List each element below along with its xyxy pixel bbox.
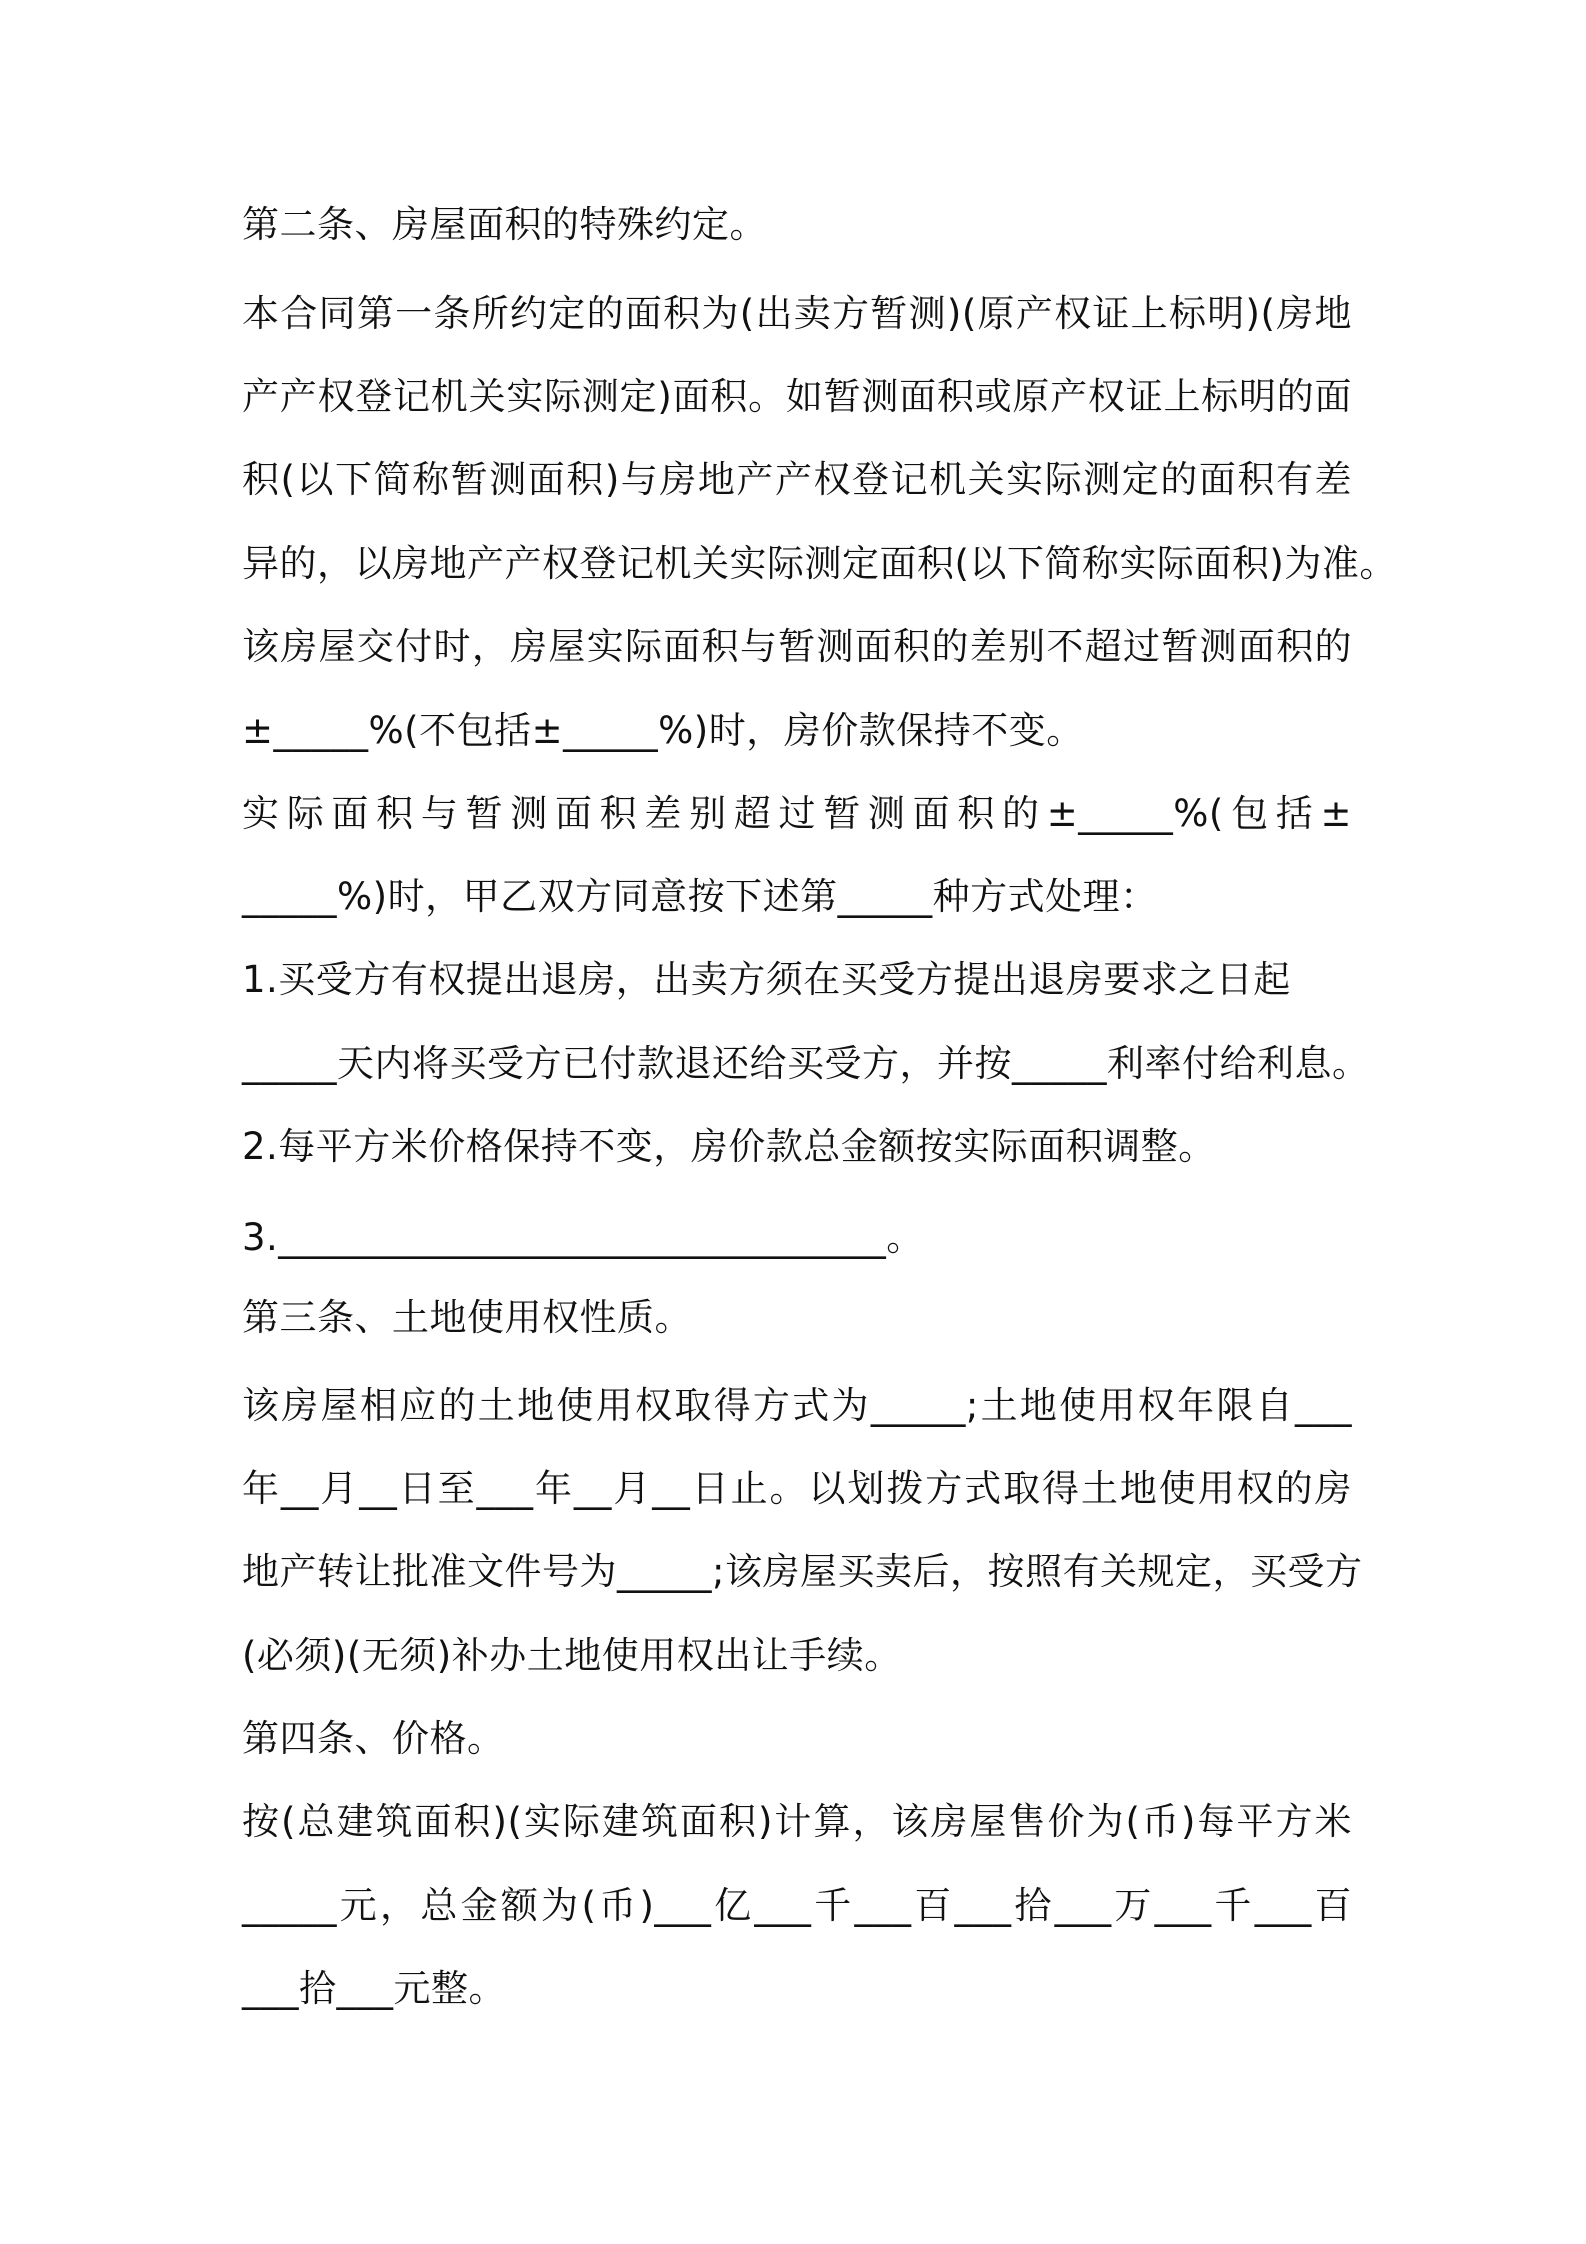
paragraph-line: ±_____%(不包括±_____%)时，房价款保持不变。 [242, 709, 1084, 752]
paragraph-line: 产产权登记机关实际测定)面积。如暂测面积或原产权证上标明的面 [242, 375, 1352, 418]
paragraph-line: 按(总建筑面积)(实际建筑面积)计算，该房屋售价为(币)每平方米 [242, 1800, 1352, 1843]
paragraph-line: _____%)时，甲乙双方同意按下述第_____种方式处理： [242, 875, 1158, 918]
paragraph-line: 异的，以房地产产权登记机关实际测定面积(以下简称实际面积)为准。 [242, 542, 1397, 585]
paragraph-line: 年__月__日至___年__月__日止。以划拨方式取得土地使用权的房 [242, 1467, 1352, 1510]
paragraph-line: 地产转让批准文件号为_____;该房屋买卖后，按照有关规定，买受方 [242, 1550, 1363, 1593]
paragraph-line: _____元，总金额为(币)___亿___千___百___拾___万___千___百 [242, 1884, 1352, 1927]
list-item: 1.买受方有权提出退房，出卖方须在买受方提出退房要求之日起 [242, 958, 1291, 1001]
list-item: 3.________________________________。 [242, 1216, 924, 1259]
clause-3-heading: 第三条、土地使用权性质。 [242, 1296, 692, 1339]
paragraph-line: (必须)(无须)补办土地使用权出让手续。 [242, 1634, 902, 1677]
paragraph-line: 本合同第一条所约定的面积为(出卖方暂测)(原产权证上标明)(房地 [242, 292, 1352, 335]
paragraph-line: 实际面积与暂测面积差别超过暂测面积的±_____%(包括± [242, 792, 1352, 835]
clause-2-heading: 第二条、房屋面积的特殊约定。 [242, 203, 767, 246]
paragraph-line: 该房屋相应的土地使用权取得方式为_____;土地使用权年限自___ [242, 1384, 1352, 1427]
paragraph-line: 积(以下简称暂测面积)与房地产产权登记机关实际测定的面积有差 [242, 458, 1352, 501]
list-item: 2.每平方米价格保持不变，房价款总金额按实际面积调整。 [242, 1125, 1216, 1168]
paragraph-line: 该房屋交付时，房屋实际面积与暂测面积的差别不超过暂测面积的 [242, 625, 1352, 668]
paragraph-line: ___拾___元整。 [242, 1967, 506, 2010]
clause-4-heading: 第四条、价格。 [242, 1717, 505, 1760]
list-item: _____天内将买受方已付款退还给买受方，并按_____利率付给利息。 [242, 1042, 1370, 1085]
